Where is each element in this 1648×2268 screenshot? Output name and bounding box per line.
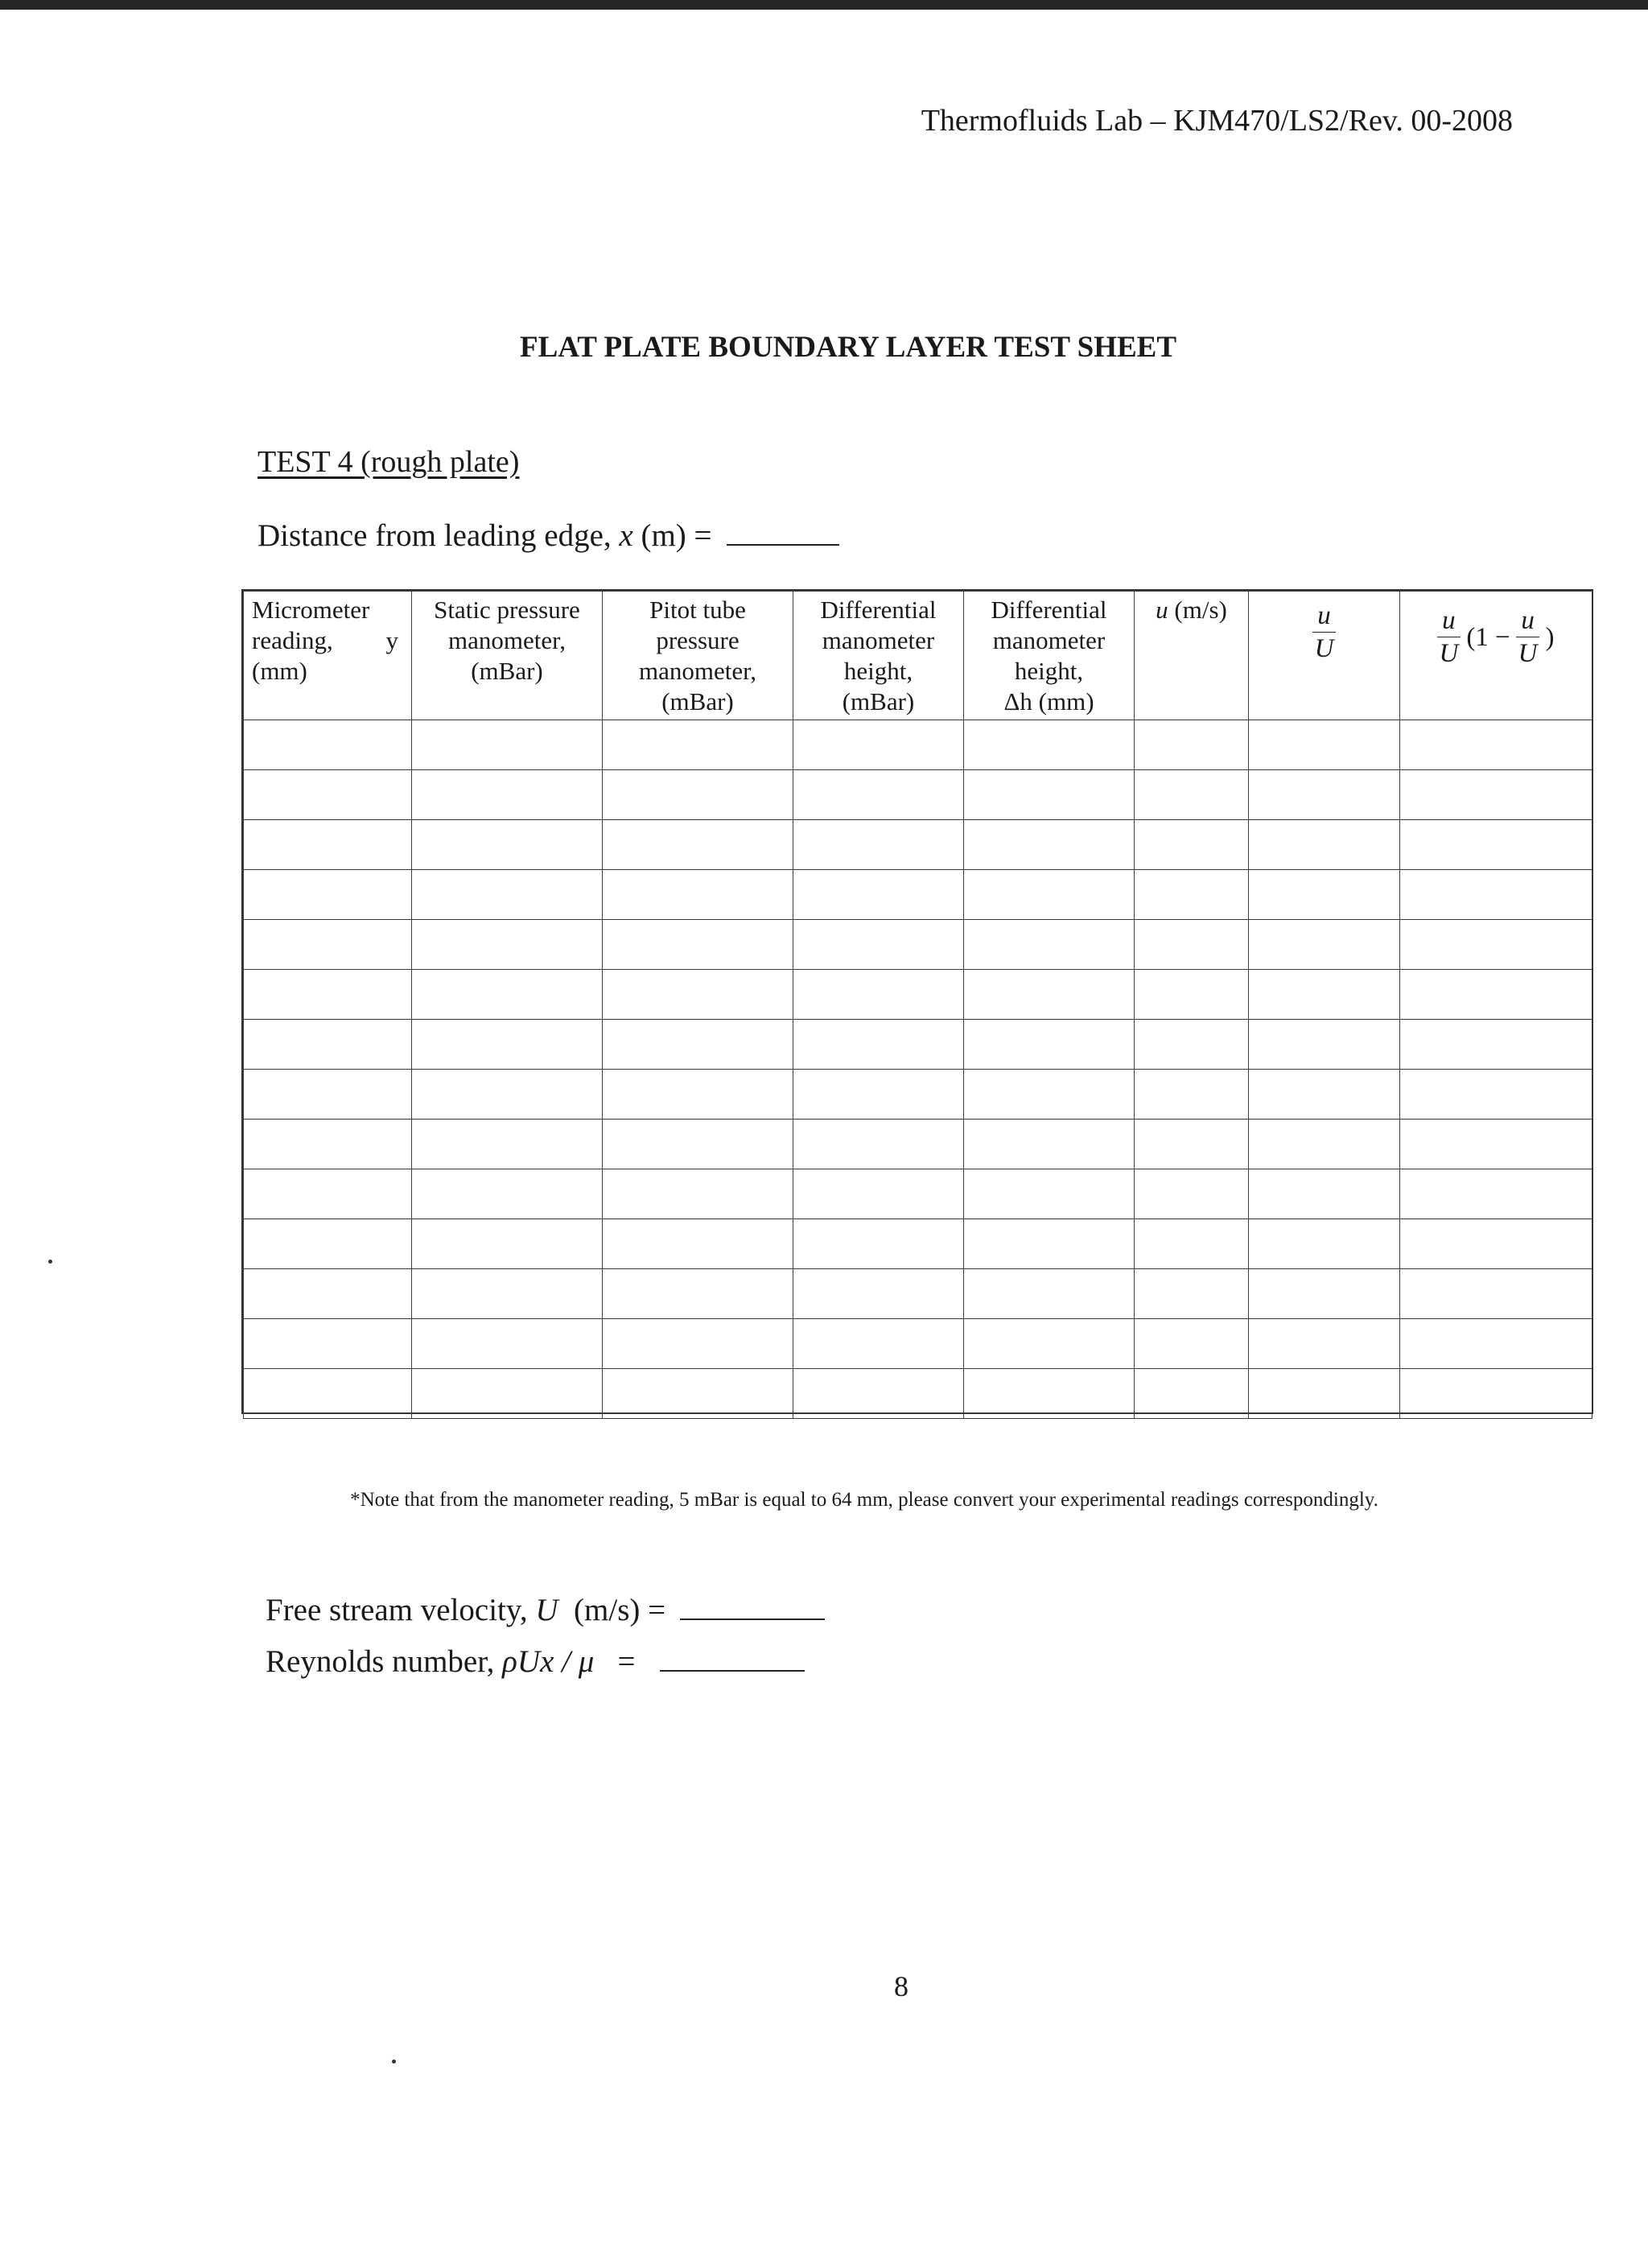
table-cell[interactable]: [244, 1120, 412, 1169]
table-row: [244, 1319, 1592, 1369]
table-cell[interactable]: [1249, 1369, 1400, 1419]
table-body: [244, 720, 1592, 1419]
distance-var: x: [619, 518, 633, 553]
col-differential-mm: Differential manometer height, Δh (mm): [964, 592, 1135, 720]
table-header-row: [244, 592, 1592, 720]
table-cell[interactable]: [1400, 1269, 1592, 1319]
reynolds-label: Reynolds number,: [266, 1644, 495, 1679]
table-cell[interactable]: [964, 1219, 1135, 1269]
table-cell[interactable]: [244, 870, 412, 920]
table-cell[interactable]: [964, 1120, 1135, 1169]
table-cell[interactable]: [1135, 1269, 1249, 1319]
test-label: TEST 4 (rough plate): [258, 445, 520, 479]
table-cell[interactable]: [1135, 1319, 1249, 1369]
table-cell[interactable]: [412, 1319, 603, 1369]
table-cell[interactable]: [1135, 1120, 1249, 1169]
table-cell[interactable]: [603, 1070, 793, 1120]
table-cell[interactable]: [412, 1219, 603, 1269]
sheet-title: FLAT PLATE BOUNDARY LAYER TEST SHEET: [519, 331, 1177, 364]
table-cell[interactable]: [1400, 820, 1592, 870]
reynolds-expr: ρUx / μ: [502, 1644, 595, 1679]
table-cell[interactable]: [1400, 1070, 1592, 1120]
table-cell[interactable]: [603, 770, 793, 820]
table-cell[interactable]: [603, 1369, 793, 1419]
table-cell[interactable]: [244, 1269, 412, 1319]
table-row: [244, 870, 1592, 920]
table-cell[interactable]: [964, 1070, 1135, 1120]
table-cell[interactable]: [244, 1369, 412, 1419]
table-cell[interactable]: [964, 770, 1135, 820]
table-cell[interactable]: [1400, 1319, 1592, 1369]
table-cell[interactable]: [793, 1219, 964, 1269]
distance-label: Distance from leading edge,: [258, 518, 612, 553]
table-cell[interactable]: [603, 870, 793, 920]
table-row: [244, 1120, 1592, 1169]
table-cell[interactable]: [603, 1120, 793, 1169]
table-cell[interactable]: [244, 770, 412, 820]
distance-unit: (m) =: [641, 518, 712, 553]
table-cell[interactable]: [603, 1020, 793, 1070]
distance-field: [258, 518, 839, 554]
table-row: [244, 1169, 1592, 1219]
table-cell[interactable]: [244, 820, 412, 870]
table-cell[interactable]: [1249, 1120, 1400, 1169]
table-cell[interactable]: [1135, 1219, 1249, 1269]
table-row: [244, 1269, 1592, 1319]
table-cell[interactable]: [1400, 870, 1592, 920]
table-cell[interactable]: [1400, 920, 1592, 970]
table-cell[interactable]: [1135, 970, 1249, 1020]
table-cell[interactable]: [603, 920, 793, 970]
table-cell[interactable]: [1400, 1120, 1592, 1169]
page-number: 8: [894, 1970, 908, 2002]
table-cell[interactable]: [1249, 1319, 1400, 1369]
table-cell[interactable]: [412, 1269, 603, 1319]
table-cell[interactable]: [244, 1070, 412, 1120]
table-cell[interactable]: [964, 820, 1135, 870]
table-cell[interactable]: [412, 1369, 603, 1419]
reynolds-blank[interactable]: [660, 1668, 805, 1672]
col-micrometer-reading: Micrometer reading, y (mm): [244, 592, 412, 720]
table-cell[interactable]: [1249, 920, 1400, 970]
table-cell[interactable]: [964, 1020, 1135, 1070]
table-cell[interactable]: [793, 770, 964, 820]
velocity-field: [266, 1592, 825, 1628]
table-cell[interactable]: [964, 870, 1135, 920]
table-cell[interactable]: [412, 1120, 603, 1169]
table-cell[interactable]: [793, 1120, 964, 1169]
table-cell[interactable]: [1135, 1020, 1249, 1070]
col-velocity: u (m/s): [1135, 592, 1249, 720]
table-cell[interactable]: [412, 1169, 603, 1219]
table-cell[interactable]: [244, 1020, 412, 1070]
velocity-var: U: [535, 1593, 558, 1627]
table-row: [244, 1020, 1592, 1070]
table-cell[interactable]: [1135, 720, 1249, 770]
table-cell[interactable]: [1400, 1369, 1592, 1419]
document-header: Thermofluids Lab – KJM470/LS2/Rev. 00-2008: [921, 104, 1513, 138]
table-cell[interactable]: [1249, 770, 1400, 820]
table-cell[interactable]: [1135, 1070, 1249, 1120]
col-static-pressure: Static pressure manometer, (mBar): [412, 592, 603, 720]
table-row: [244, 720, 1592, 770]
table-cell[interactable]: [793, 1169, 964, 1219]
table-cell[interactable]: [244, 970, 412, 1020]
table-row: [244, 920, 1592, 970]
table-cell[interactable]: [1135, 770, 1249, 820]
table-cell[interactable]: [412, 970, 603, 1020]
table-cell[interactable]: [1249, 1070, 1400, 1120]
reynolds-eq: =: [617, 1644, 636, 1679]
scan-speck: [392, 2060, 396, 2064]
table-cell[interactable]: [1135, 870, 1249, 920]
col-pitot-tube-pressure: Pitot tube pressure manometer, (mBar): [603, 592, 793, 720]
table-cell[interactable]: [964, 720, 1135, 770]
table-cell[interactable]: [793, 870, 964, 920]
table-cell[interactable]: [412, 720, 603, 770]
table-cell[interactable]: [1135, 1169, 1249, 1219]
table-cell[interactable]: [1249, 720, 1400, 770]
table-cell[interactable]: [244, 1169, 412, 1219]
table-cell[interactable]: [793, 1070, 964, 1120]
table-row: [244, 770, 1592, 820]
table-cell[interactable]: [1400, 1020, 1592, 1070]
table-cell[interactable]: [1400, 720, 1592, 770]
distance-blank[interactable]: [727, 542, 839, 546]
table-cell[interactable]: [793, 1319, 964, 1369]
table-cell[interactable]: [793, 1369, 964, 1419]
table-cell[interactable]: [1249, 1169, 1400, 1219]
table-cell[interactable]: [1400, 770, 1592, 820]
table-cell[interactable]: [964, 1169, 1135, 1219]
table-cell[interactable]: [1400, 970, 1592, 1020]
table-cell[interactable]: [603, 1219, 793, 1269]
table-cell[interactable]: [1135, 820, 1249, 870]
table-cell[interactable]: [1249, 820, 1400, 870]
table-cell[interactable]: [244, 1219, 412, 1269]
table-cell[interactable]: [964, 1369, 1135, 1419]
table-cell[interactable]: [1249, 1269, 1400, 1319]
table-cell[interactable]: [964, 920, 1135, 970]
table-cell[interactable]: [793, 920, 964, 970]
table-cell[interactable]: [1400, 1219, 1592, 1269]
table-cell[interactable]: [412, 870, 603, 920]
table-cell[interactable]: [1249, 970, 1400, 1020]
table-cell[interactable]: [1249, 870, 1400, 920]
col-differential-mbar: Differential manometer height, (mBar): [793, 592, 964, 720]
velocity-unit: (m/s) =: [574, 1593, 666, 1627]
table-cell[interactable]: [1249, 1020, 1400, 1070]
table-cell[interactable]: [964, 970, 1135, 1020]
col-velocity-ratio: $\frac{u}{U}$: [1249, 592, 1400, 720]
table-row: [244, 1369, 1592, 1419]
velocity-label: Free stream velocity,: [266, 1593, 528, 1627]
table-row: [244, 1219, 1592, 1269]
table-cell[interactable]: [603, 1319, 793, 1369]
table-cell[interactable]: [603, 720, 793, 770]
table-cell[interactable]: [603, 820, 793, 870]
conversion-note: *Note that from the manometer reading, 5 mBar is equal to 64 mm, please convert your experimental readings correspondingly.: [350, 1489, 1378, 1511]
table-cell[interactable]: [412, 1070, 603, 1120]
reynolds-field: [266, 1643, 805, 1680]
table-cell[interactable]: [412, 820, 603, 870]
table-cell[interactable]: [1249, 1219, 1400, 1269]
table-row: [244, 970, 1592, 1020]
table-cell[interactable]: [412, 770, 603, 820]
col-momentum-term: $\frac{u}{U}$ (1 − $\frac{u}{U}$ ): [1400, 592, 1592, 720]
table-cell[interactable]: [1400, 1169, 1592, 1219]
table-cell[interactable]: [244, 720, 412, 770]
velocity-blank[interactable]: [680, 1617, 825, 1620]
table-cell[interactable]: [1135, 920, 1249, 970]
table-cell[interactable]: [412, 1020, 603, 1070]
table-cell[interactable]: [793, 970, 964, 1020]
table-cell[interactable]: [793, 1020, 964, 1070]
scan-top-edge: [0, 0, 1648, 10]
table-cell[interactable]: [793, 820, 964, 870]
table-cell[interactable]: [793, 720, 964, 770]
table-cell[interactable]: [964, 1319, 1135, 1369]
table-cell[interactable]: [603, 970, 793, 1020]
table-row: [244, 820, 1592, 870]
table-cell[interactable]: [244, 1319, 412, 1369]
table-cell[interactable]: [1135, 1369, 1249, 1419]
table-cell[interactable]: [603, 1169, 793, 1219]
scan-speck: [48, 1260, 52, 1264]
table-cell[interactable]: [793, 1269, 964, 1319]
table-cell[interactable]: [964, 1269, 1135, 1319]
table-cell[interactable]: [412, 920, 603, 970]
table-cell[interactable]: [244, 920, 412, 970]
table-row: [244, 1070, 1592, 1120]
table-cell[interactable]: [603, 1269, 793, 1319]
test-data-table: [241, 589, 1593, 1414]
